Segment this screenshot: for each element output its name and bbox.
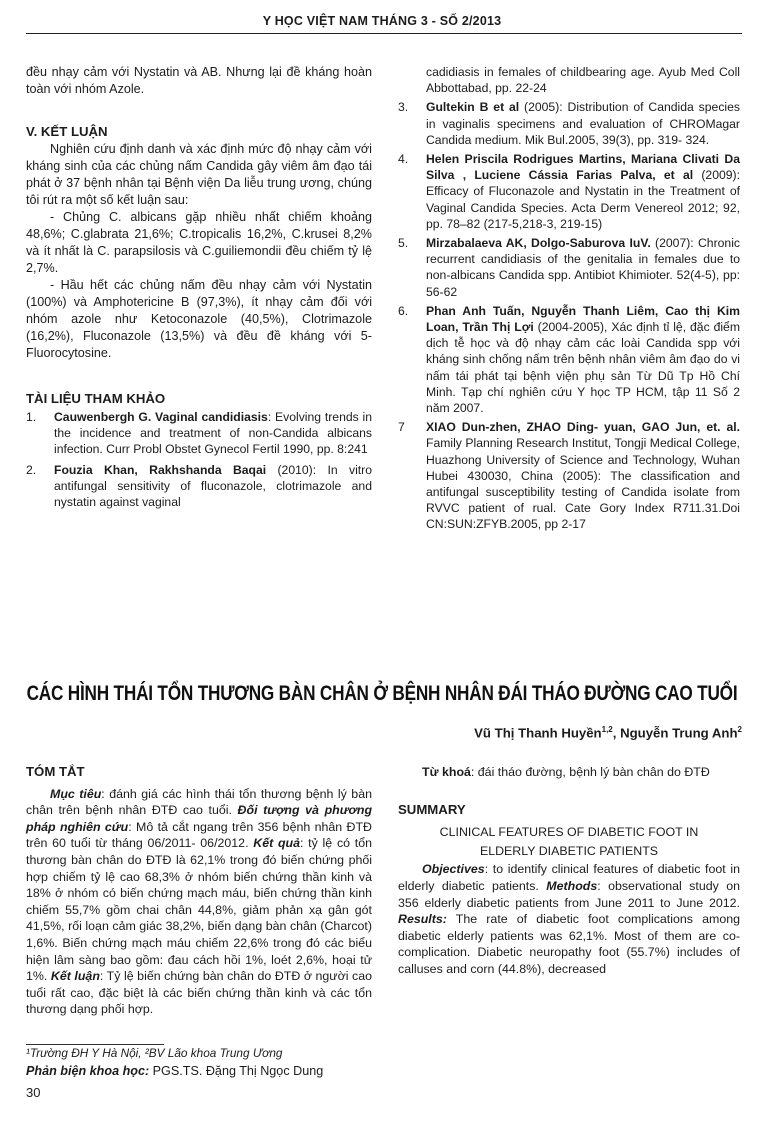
conclusion-text: Nghiên cứu định danh và xác định mức độ nhạy cảm với kháng sinh của các chủng nấm Candida gây viêm âm đạo tái phát ở 37 bệnh nhân tại Bệnh viện Da liễu trung ương, chúng tôi rút ra một số kết luận sau: bbox=[26, 142, 372, 207]
page-number: 30 bbox=[26, 1085, 41, 1100]
keywords: Từ khoá: đái tháo đường, bệnh lý bàn chân do ĐTĐ bbox=[422, 765, 710, 779]
intro-paragraph: đều nhạy cảm với Nystatin và AB. Nhưng lại đề kháng hoàn toàn với nhóm Azole. bbox=[26, 65, 372, 96]
article-authors: Vũ Thị Thanh Huyền$^{1,2}$, Nguyễn Trung Anh$^2$ bbox=[474, 725, 742, 741]
abstract-vn-text: Mục tiêu: đánh giá các hình thái tổn thương bệnh lý bàn chân trên bệnh nhân ĐTĐ cao tuổi. Đối tượng và phương pháp nghiên cứu: Mô tả cắt ngang trên 356 bệnh nhân ĐTĐ trên 60 tuổi từ tháng 06/2011- 06/2012. Kết quả: tỷ lệ có tổn thương bàn chân do ĐTĐ là 62,1% trong đó biến chứng phối hợp chiếm tỷ lệ cao 68,3% ở nhóm biến chứng thần kinh và 18% ở nhóm có biến chứng mạch máu, biến chứng thần kinh chiếm 55,7% gồm chai chân 44,8%, giảm phản xạ gân gót 41,5%, rối loạn cảm giác 38,2%, biến dạng bàn chân (Charcot) 1,6%. Biến chứng mạch máu chiếm 22,6% trong đó các biểu hiện lâm sàng bao gồm: đau cách hồi 1%, loét 2,6%, hoại tử 1%. Kết luận: Tỷ lệ biến chứng bàn chân do ĐTĐ ở người cao tuổi rất cao, đặc biệt là các biến chứng thần kinh và các tổn thương dạng phối hợp. bbox=[26, 786, 373, 1017]
en-title-line-2: ELDERLY DIABETIC PATIENTS bbox=[479, 843, 659, 858]
conclusion-heading: V. KẾT LUẬN bbox=[26, 124, 108, 139]
reference-continuation: cadidiasis in females of childbearing age. Ayub Med Coll Abbottabad, pp. 22-24 bbox=[426, 65, 740, 96]
top-left-column bbox=[26, 64, 372, 510]
abstract-en-text: Objectives: to identify clinical features of diabetic foot in elderly diabetic patients. Methods: observational study on 356 elderly diabetic patients from June 2011 to June 2012. Results: The rate of diabetic foot complications among diabetic elderly patients was 62,1%. Most of them are co-complication. Diabetic neuropathy foot (55.7%) includes of calluses and corn (44.8%), decreased bbox=[398, 862, 740, 976]
conclusion-bullet-2: - Hầu hết các chủng nấm đều nhạy cảm với Nystatin (100%) và Amphotericine B (97,3%), ít nhạy cảm đối với nhóm azole như Ketoconazole (40,5%), Clotrimazole (16,2%), Fluconazole (13,5%) và đều đề kháng với 5-Fluorocytosine. bbox=[26, 278, 372, 360]
journal-header: Y HỌC VIỆT NAM THÁNG 3 - SỐ 2/2013 bbox=[262, 14, 502, 28]
reference-item: 1. Cauwenbergh G. Vaginal candidiasis: Evolving trends in the incidence and treatment of non-Candida albicans infection. Curr Probl Obstet Gynecol Fertil 1990, pp. 8:241 bbox=[26, 410, 372, 457]
conclusion-bullet-1: - Chủng C. albicans gặp nhiều nhất chiếm khoảng 48,6%; C.glabrata 21,6%; C.tropicalis 16,2%, C.krusei 8,2% và ít nhất là C. parapsilosis và C.guiliemondii đều chiếm tỷ lệ 2,7%. bbox=[26, 210, 372, 275]
footnote-divider bbox=[26, 1044, 164, 1045]
references-heading: TÀI LIỆU THAM KHẢO bbox=[26, 391, 166, 406]
reference-item: 4. Helen Priscila Rodrigues Martins, Mariana Clivati Da Silva , Luciene Cássia Farias Palva, et al (2009): Efficacy of Fluconazole and Nystatin in the Treatment of Vaginal Candida Species. Acta Derm Venereol 2012; 92, pp. 78–82 (217-5,218-3, 219-15) bbox=[398, 152, 740, 231]
top-right-column bbox=[398, 64, 740, 533]
footnote-affiliations: ¹Trường ĐH Y Hà Nội, ²BV Lão khoa Trung Ương bbox=[26, 1046, 283, 1060]
reference-item: 7 XIAO Dun-zhen, ZHAO Ding- yuan, GAO Jun, et. al. Family Planning Research Institut, Tongji Medical College, Huazhong University of Science and Technology, Wuhan Hubei 430030, China (2005): The classification and antifungal susceptibility testing of Candida isolate from RVVC patient of rual. Cate Gory Index R711.31.Doi CN:SUN:ZFYB.2005, pp 2-17 bbox=[398, 420, 740, 532]
article-title: CÁC HÌNH THÁI TỔN THƯƠNG BÀN CHÂN Ở BỆNH NHÂN ĐÁI THÁO ĐƯỜNG CAO TUỔI bbox=[26, 680, 738, 705]
reference-item: 2. Fouzia Khan, Rakhshanda Baqai (2010): In vitro antifungal sensitivity of fluconazole, clotrimazole and nystatin against vaginal bbox=[26, 462, 373, 510]
reference-item: 5. Mirzabalaeva AK, Dolgo-Saburova IuV. (2007): Chronic recurrent candidiasis of the genitalia in females due to non-albicans Candida spp. Antibiot Khimioter. 52(4-5), pp: 56-62 bbox=[398, 236, 740, 299]
reference-item: 3. Gultekin B et al (2005): Distribution of Candida species in vaginalis specimens and evaluation of CHROMagar Candida medium. Mik Bul.2005, 39(3), pp. 319- 324. bbox=[398, 100, 740, 147]
summary-vn-heading: TÓM TẮT bbox=[26, 764, 85, 779]
footnote-reviewer: Phản biện khoa học: PGS.TS. Đặng Thị Ngọc Dung bbox=[26, 1064, 324, 1078]
reference-item: 6. Phan Anh Tuấn, Nguyễn Thanh Liêm, Cao thị Kim Loan, Trần Thị Lợi (2004-2005), Xác định tỉ lệ, đặc điểm dịch tễ học và độ nhạy cảm các loài Candida spp với kháng sinh chống nấm trên bệnh nhân viêm âm đạo do vi nấm tái phát tại bệnh viện phụ sản Từ Dũ Tp Hồ Chí Minh. Tạp chí nghiên cứu Y học TP HCM, tập 11 Số 2 năm 2007. bbox=[398, 303, 740, 416]
abstract-vn-column bbox=[26, 764, 372, 1018]
header-divider bbox=[26, 33, 742, 34]
abstract-en-column bbox=[398, 764, 740, 978]
en-title-line-1: CLINICAL FEATURES OF DIABETIC FOOT IN bbox=[439, 825, 699, 840]
summary-en-heading: SUMMARY bbox=[398, 801, 466, 817]
